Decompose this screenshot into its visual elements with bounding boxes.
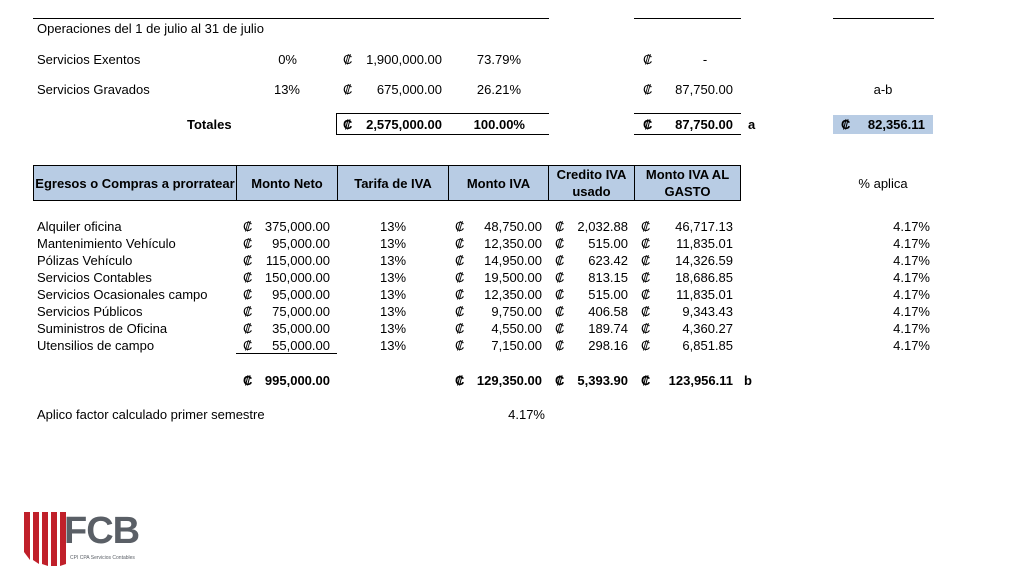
row-label: Utensilios de campo: [37, 338, 155, 353]
row-credito: 515.00: [588, 287, 628, 302]
row-credito: 515.00: [588, 236, 628, 251]
currency-symbol: ₡: [555, 270, 565, 285]
ops-row-amount: 675,000.00: [376, 82, 442, 97]
currency-symbol: ₡: [555, 236, 565, 251]
currency-symbol: ₡: [641, 219, 651, 234]
row-label: Pólizas Vehículo: [37, 253, 133, 268]
row-neto: 115,000.00: [265, 253, 330, 268]
ops-row-label: Servicios Gravados: [37, 82, 150, 97]
ops-top-rule: [33, 18, 549, 19]
row-gasto: 11,835.01: [676, 287, 733, 302]
factor-label: Aplico factor calculado primer semestre: [37, 407, 265, 422]
currency-symbol: ₡: [641, 321, 651, 336]
ops-row-pct: 73.79%: [476, 52, 521, 67]
ops-title: Operaciones del 1 de julio al 31 de julio: [37, 21, 264, 36]
currency-symbol: ₡: [455, 373, 465, 388]
header-iva: Monto IVA: [448, 165, 549, 201]
ops-iva-top-rule: [634, 18, 741, 19]
currency-symbol: ₡: [243, 253, 253, 268]
result-value: 82,356.11: [867, 117, 925, 132]
totals-iva-top-rule: [634, 113, 741, 114]
currency-symbol: ₡: [455, 287, 465, 302]
currency-symbol: ₡: [641, 287, 651, 302]
currency-symbol: ₡: [455, 219, 465, 234]
row-label: Suministros de Oficina: [37, 321, 168, 336]
row-iva: 12,350.00: [484, 287, 542, 302]
row-credito: 623.42: [588, 253, 628, 268]
currency-symbol: ₡: [555, 338, 565, 353]
row-gasto: 4,360.27: [682, 321, 733, 336]
row-iva: 19,500.00: [484, 270, 542, 285]
currency-symbol: ₡: [243, 287, 253, 302]
row-neto: 55,000.00: [272, 338, 330, 353]
currency-symbol: ₡: [455, 253, 465, 268]
totals-pct: 100.00%: [473, 117, 525, 132]
row-credito: 298.16: [588, 338, 628, 353]
row-neto: 35,000.00: [272, 321, 330, 336]
row-aplica: 4.17%: [893, 287, 930, 302]
currency-symbol: ₡: [243, 304, 253, 319]
row-credito: 189.74: [588, 321, 628, 336]
row-iva: 9,750.00: [491, 304, 542, 319]
row-aplica: 4.17%: [893, 304, 930, 319]
currency-symbol: ₡: [243, 219, 253, 234]
egresos-total-neto: 995,000.00: [264, 373, 330, 388]
row-tarifa: 13%: [379, 338, 407, 353]
totals-iva-marker: a: [748, 117, 756, 132]
row-credito: 813.15: [588, 270, 628, 285]
totals-bottom-rule: [336, 134, 549, 135]
ops-row-rate: 0%: [278, 52, 297, 67]
ops-result-top-rule: [833, 18, 934, 19]
currency-symbol: ₡: [243, 270, 253, 285]
totals-iva-bottom-rule: [634, 134, 741, 135]
currency-symbol: ₡: [343, 82, 353, 97]
row-neto: 95,000.00: [272, 287, 330, 302]
currency-symbol: ₡: [643, 117, 653, 132]
row-gasto: 14,326.59: [675, 253, 733, 268]
fcb-logo: [24, 508, 144, 568]
row-label: Servicios Contables: [37, 270, 152, 285]
row-tarifa: 13%: [379, 287, 407, 302]
currency-symbol: ₡: [641, 253, 651, 268]
ops-row-iva: -: [702, 52, 708, 67]
currency-symbol: ₡: [641, 373, 651, 388]
row-tarifa: 13%: [379, 304, 407, 319]
header-neto: Monto Neto: [236, 165, 338, 201]
header-aplica: % aplica: [858, 176, 908, 191]
ops-row-iva: 87,750.00: [675, 82, 733, 97]
currency-symbol: ₡: [343, 117, 353, 132]
row-label: Servicios Públicos: [37, 304, 143, 319]
ops-row-note: a-b: [873, 82, 893, 97]
currency-symbol: ₡: [643, 52, 653, 67]
row-iva: 14,950.00: [484, 253, 542, 268]
currency-symbol: ₡: [243, 373, 253, 388]
currency-symbol: ₡: [555, 253, 565, 268]
row-aplica: 4.17%: [893, 236, 930, 251]
currency-symbol: ₡: [641, 304, 651, 319]
totals-iva: 87,750.00: [675, 117, 733, 132]
currency-symbol: ₡: [641, 270, 651, 285]
row-iva: 12,350.00: [484, 236, 542, 251]
row-gasto: 9,343.43: [682, 304, 733, 319]
egresos-total-marker: b: [744, 373, 752, 388]
row-tarifa: 13%: [379, 236, 407, 251]
ops-row-rate: 13%: [273, 82, 300, 97]
row-gasto: 11,835.01: [676, 236, 733, 251]
egresos-total-iva: 129,350.00: [476, 373, 542, 388]
logo-subtitle: CPI CPA Servicios Contables: [70, 555, 135, 561]
currency-symbol: ₡: [555, 287, 565, 302]
totals-amount: 2,575,000.00: [366, 117, 442, 132]
totals-left-rule: [336, 113, 337, 135]
currency-symbol: ₡: [455, 236, 465, 251]
currency-symbol: ₡: [555, 219, 565, 234]
ops-row-pct: 26.21%: [476, 82, 521, 97]
row-aplica: 4.17%: [893, 219, 930, 234]
currency-symbol: ₡: [455, 338, 465, 353]
neto-underline: [236, 353, 337, 354]
currency-symbol: ₡: [243, 338, 253, 353]
currency-symbol: ₡: [455, 270, 465, 285]
currency-symbol: ₡: [555, 304, 565, 319]
row-iva: 4,550.00: [491, 321, 542, 336]
currency-symbol: ₡: [841, 117, 851, 132]
currency-symbol: ₡: [641, 236, 651, 251]
currency-symbol: ₡: [243, 321, 253, 336]
currency-symbol: ₡: [455, 321, 465, 336]
row-credito: 2,032.88: [577, 219, 628, 234]
egresos-total-credito: 5,393.90: [577, 373, 628, 388]
egresos-total-gasto: 123,956.11: [668, 373, 733, 388]
row-label: Servicios Ocasionales campo: [37, 287, 208, 302]
row-iva: 7,150.00: [491, 338, 542, 353]
currency-symbol: ₡: [455, 304, 465, 319]
header-concept: Egresos o Compras a prorratear: [33, 165, 237, 201]
row-aplica: 4.17%: [893, 321, 930, 336]
row-tarifa: 13%: [379, 219, 407, 234]
row-neto: 75,000.00: [272, 304, 330, 319]
row-tarifa: 13%: [379, 270, 407, 285]
ops-row-label: Servicios Exentos: [37, 52, 141, 67]
row-iva: 48,750.00: [484, 219, 542, 234]
header-gasto: Monto IVA AL GASTO: [634, 165, 741, 201]
header-tarifa: Tarifa de IVA: [337, 165, 449, 201]
ops-row-amount: 1,900,000.00: [366, 52, 442, 67]
row-aplica: 4.17%: [893, 253, 930, 268]
totals-top-rule: [336, 113, 549, 114]
header-credito: Credito IVA usado: [548, 165, 635, 201]
row-label: Mantenimiento Vehículo: [37, 236, 176, 251]
row-gasto: 46,717.13: [675, 219, 733, 234]
currency-symbol: ₡: [343, 52, 353, 67]
logo-text: FCB: [64, 510, 140, 552]
currency-symbol: ₡: [555, 373, 565, 388]
row-neto: 150,000.00: [264, 270, 330, 285]
row-aplica: 4.17%: [893, 270, 930, 285]
row-gasto: 6,851.85: [682, 338, 733, 353]
currency-symbol: ₡: [641, 338, 651, 353]
row-label: Alquiler oficina: [37, 219, 122, 234]
row-tarifa: 13%: [379, 321, 407, 336]
row-neto: 375,000.00: [264, 219, 330, 234]
row-aplica: 4.17%: [893, 338, 930, 353]
row-credito: 406.58: [588, 304, 628, 319]
row-tarifa: 13%: [379, 253, 407, 268]
row-neto: 95,000.00: [272, 236, 330, 251]
currency-symbol: ₡: [555, 321, 565, 336]
currency-symbol: ₡: [243, 236, 253, 251]
factor-value: 4.17%: [508, 407, 545, 422]
currency-symbol: ₡: [643, 82, 653, 97]
totals-label: Totales: [187, 117, 232, 132]
row-gasto: 18,686.85: [675, 270, 733, 285]
